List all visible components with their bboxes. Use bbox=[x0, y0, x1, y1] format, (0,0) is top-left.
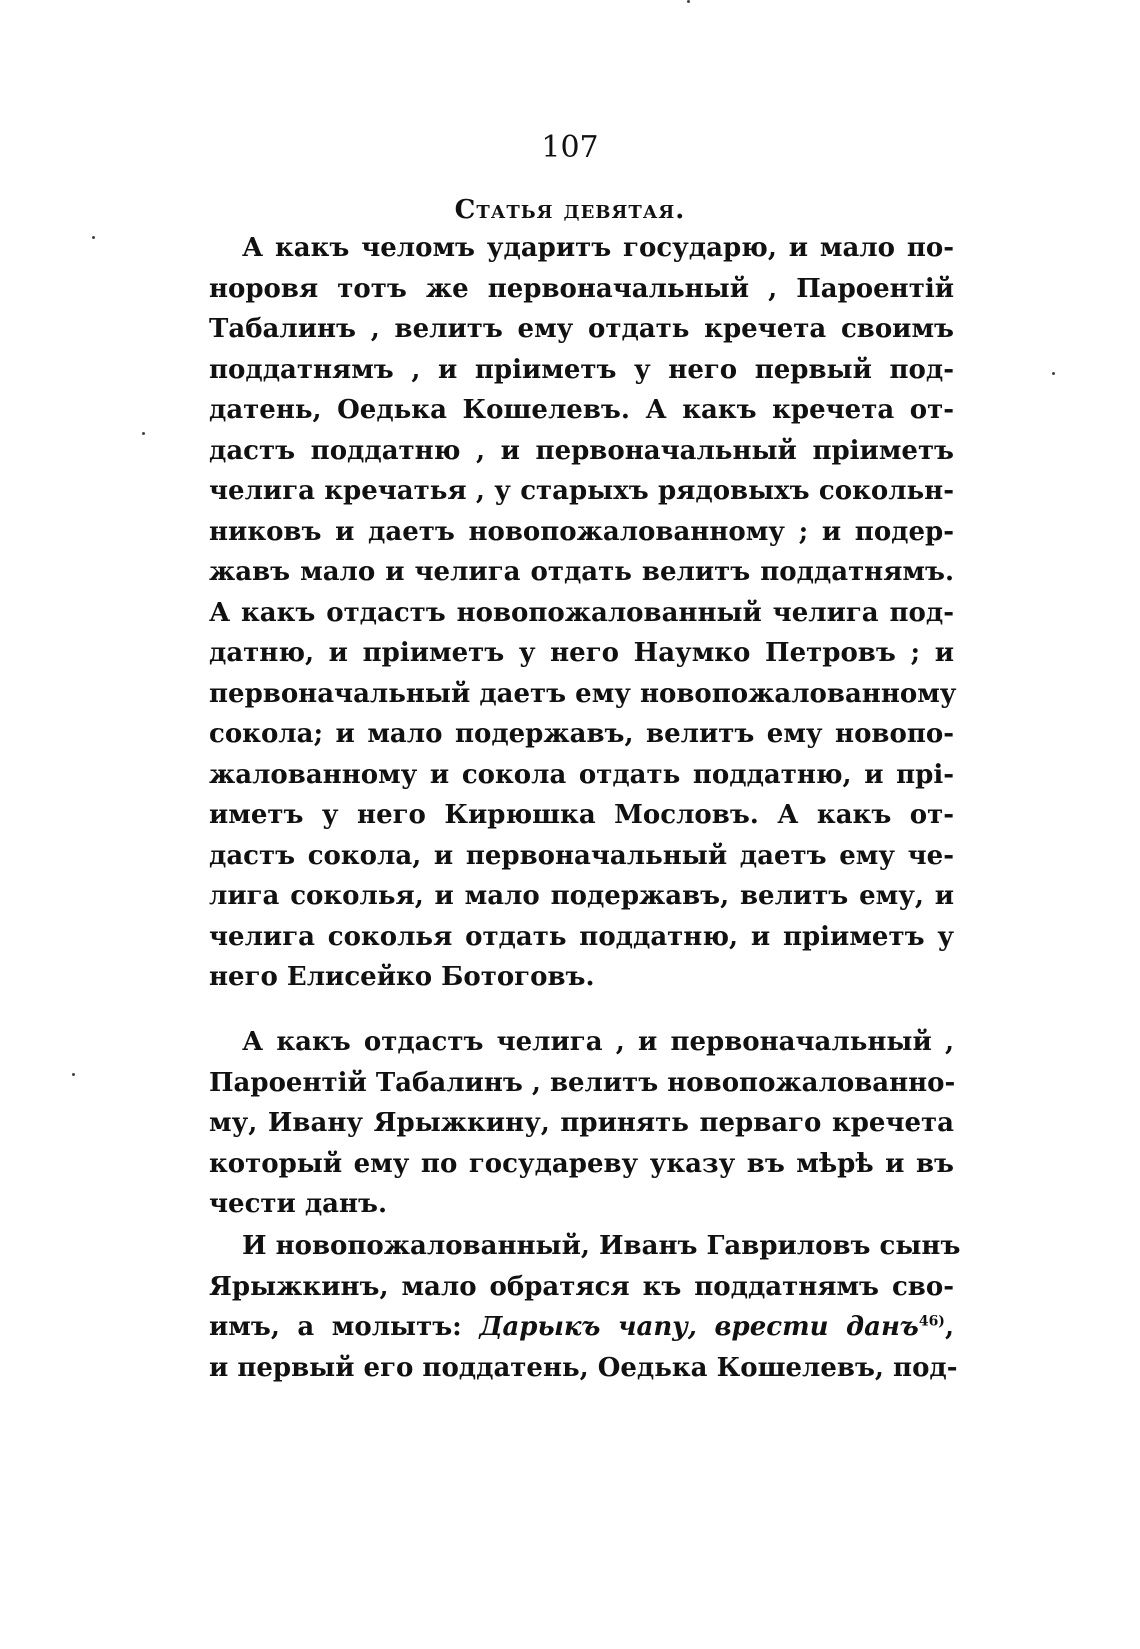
text-line: жавъ мало и челига отдать велитъ поддатнямъ. bbox=[209, 557, 954, 587]
text-line: А какъ отдастъ челига , и первоначальный , bbox=[242, 1027, 954, 1057]
text-line: лига соколья, и мало подержавъ, велитъ ему, и bbox=[209, 881, 954, 911]
text-line: дастъ сокола, и первоначальный даетъ ему че- bbox=[209, 840, 954, 871]
paragraph-3 bbox=[209, 1226, 961, 1388]
text-segment: имъ, а молытъ: bbox=[209, 1312, 480, 1342]
paragraph-1 bbox=[209, 228, 957, 998]
text-line: чести данъ. bbox=[209, 1189, 388, 1219]
page-number: 107 bbox=[541, 130, 599, 165]
text-line: Табалинъ , велитъ ему отдать кречета своимъ bbox=[209, 314, 954, 344]
text-line: сокола; и мало подержавъ, велитъ ему новопо- bbox=[209, 719, 954, 749]
text-line: Пароентій Табалинъ , велитъ новопожалованно- bbox=[209, 1067, 956, 1098]
text-line: А какъ челомъ ударитъ государю, и мало по- bbox=[242, 233, 954, 263]
text-line: него Елисейко Ботоговъ. bbox=[209, 962, 595, 992]
text-line: му, Ивану Ярыжкину, принять перваго кречета bbox=[209, 1108, 954, 1138]
text-line: который ему по государеву указу въ мѣрѣ и въ bbox=[209, 1148, 954, 1179]
footnote-reference: 46) bbox=[918, 1313, 945, 1330]
print-speck bbox=[142, 432, 145, 435]
print-speck bbox=[92, 236, 95, 239]
text-line: датню, и пріиметъ у него Наумко Петровъ ; и bbox=[209, 638, 954, 668]
text-line: поддатнямъ , и пріиметъ у него первый под- bbox=[209, 354, 954, 385]
text-line: норовя тотъ же первоначальный , Пароентій bbox=[209, 273, 954, 304]
text-line: дастъ поддатню , и первоначальный пріиметъ bbox=[209, 435, 954, 466]
print-speck bbox=[1052, 372, 1055, 375]
text-line: датень, Оедька Кошелевъ. А какъ кречета от- bbox=[209, 395, 954, 425]
section-heading: Статья девятая. bbox=[454, 195, 686, 225]
print-speck bbox=[687, 0, 690, 3]
paragraph-2 bbox=[209, 1022, 954, 1225]
text-line: иметъ у него Кирюшка Мословъ. А какъ от- bbox=[209, 800, 954, 830]
text-line: первоначальный даетъ ему новопожалованному bbox=[209, 678, 957, 709]
text-segment: , bbox=[944, 1312, 954, 1342]
text-line: челига кречатья , у старыхъ рядовыхъ сокольн- bbox=[209, 476, 954, 506]
text-line: жалованному и сокола отдать поддатню, и прі- bbox=[209, 759, 954, 790]
text-line: А какъ отдастъ новопожалованный челига под- bbox=[209, 597, 954, 628]
text-line: Ярыжкинъ, мало обратяся къ поддатнямъ сво- bbox=[209, 1271, 954, 1302]
text-line-with-italic bbox=[209, 1307, 954, 1348]
italic-phrase: Дарыкъ чапу, врести данъ bbox=[479, 1312, 919, 1342]
text-line: никовъ и даетъ новопожалованному ; и подер- bbox=[209, 516, 954, 547]
text-line: челига соколья отдать поддатню, и пріиметъ у bbox=[209, 921, 954, 952]
print-speck bbox=[72, 1073, 75, 1076]
text-line: и первый его поддатень, Оедька Кошелевъ, под- bbox=[209, 1352, 958, 1383]
text-line: И новопожалованный, Иванъ Гавриловъ сынъ bbox=[242, 1231, 961, 1261]
